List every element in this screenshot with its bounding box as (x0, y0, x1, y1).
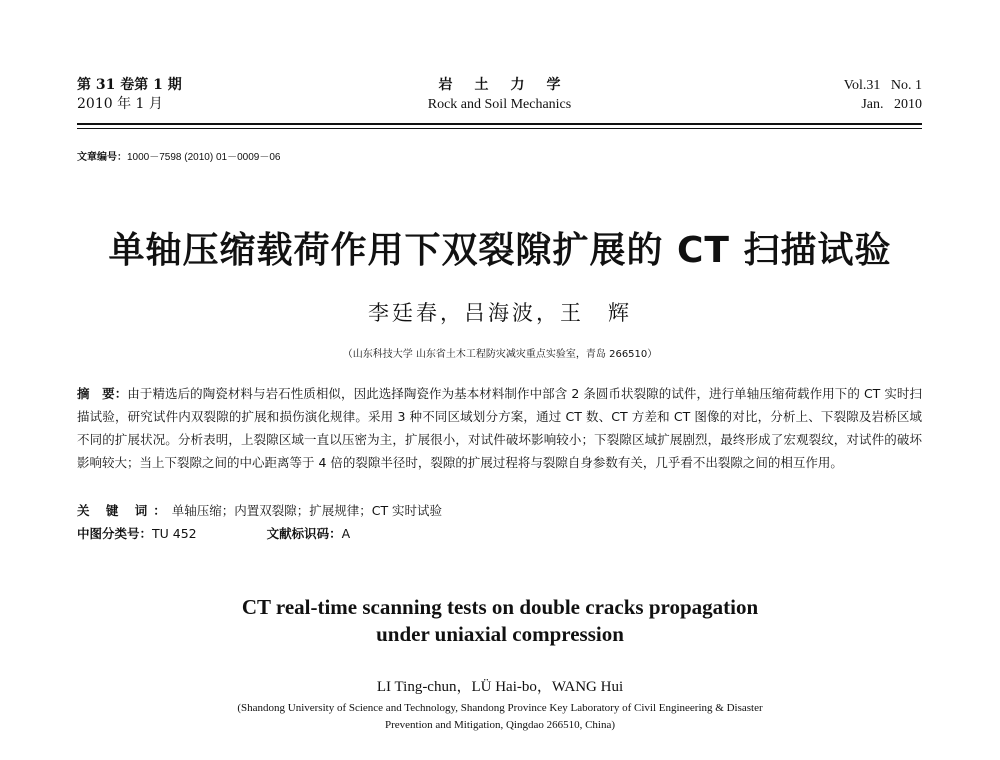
keywords-cn (77, 500, 442, 522)
clc-label: 中图分类号： (77, 526, 153, 541)
header-rule-thick (77, 123, 922, 125)
title-en-line1: CT real-time scanning tests on double cracks propagation (241, 595, 759, 619)
journal-name-cn: 岩土力学 (438, 77, 583, 93)
keywords-text: 单轴压缩；内置双裂隙；扩展规律；CT 实时试验 (171, 503, 443, 518)
affiliation-en-line1: (Shandong University of Science and Technology, Shandong Province Key Laboratory of Civil Engineering & Disaster (237, 702, 763, 714)
date-en: Jan. 2010 (861, 97, 922, 112)
affiliation-en-line2: Prevention and Mitigation, Qingdao 266510, China) (384, 719, 616, 731)
volume-cn: 第 31 卷第 1 期 (77, 77, 182, 93)
authors-cn: 李廷春，吕海波，王 辉 (368, 301, 632, 325)
title-en-line2: under uniaxial compression (376, 622, 624, 646)
article-number-value: 1000－7598 (2010) 01－0009－06 (127, 152, 281, 163)
classification-line (77, 523, 350, 545)
date-cn: 2010 年 1 月 (77, 96, 163, 112)
doc-code-label: 文献标识码： (266, 526, 342, 541)
header-right (844, 76, 922, 114)
paper-title-cn: 单轴压缩载荷作用下双裂隙扩展的 CT 扫描试验 (108, 230, 892, 271)
authors-en: LI Ting-chun，LÜ Hai-bo，WANG Hui (376, 679, 624, 695)
volume-en: Vol.31 No. 1 (843, 78, 922, 93)
abstract-label: 摘 要： (77, 386, 128, 401)
abstract-cn (77, 382, 922, 474)
keywords-label: 关 键 词： (77, 503, 172, 518)
journal-header (77, 76, 922, 120)
doc-code-value: A (341, 526, 351, 541)
journal-name-en: Rock and Soil Mechanics (427, 97, 572, 112)
affiliation-en (0, 700, 1000, 734)
header-rule-thin (77, 128, 922, 129)
clc-value: TU 452 (152, 526, 197, 541)
paper-title-en (0, 594, 1000, 648)
header-center (77, 76, 922, 114)
affiliation-cn: （山东科技大学 山东省土木工程防灾减灾重点实验室，青岛 266510） (342, 349, 658, 360)
abstract-text: 由于精选后的陶瓷材料与岩石性质相似，因此选择陶瓷作为基本材料制作中部含 2 条圆币状裂隙的试件，进行单轴压缩荷载作用下的 CT 实时扫描试验，研究试件内双裂隙的扩展和损伤演化规律。采用 3 种不同区域划分方案，通过 CT 数、CT 方差和 CT 图像的对比，分析上、下裂隙及岩桥区域不同的扩展状况。分析表明，上裂隙区域一直以压密为主，扩展很小，对试件破坏影响较小；下裂隙区域扩展剧烈，最终形成了宏观裂纹，对试件的破坏影响较大；当上下裂隙之间的中心距离等于 4 倍的裂隙半径时，裂隙的扩展过程将与裂隙自身参数有关，几乎看不出裂隙之间的相互作用。 (77, 386, 922, 470)
article-number-label: 文章编号： (77, 152, 127, 163)
article-number (77, 148, 280, 163)
